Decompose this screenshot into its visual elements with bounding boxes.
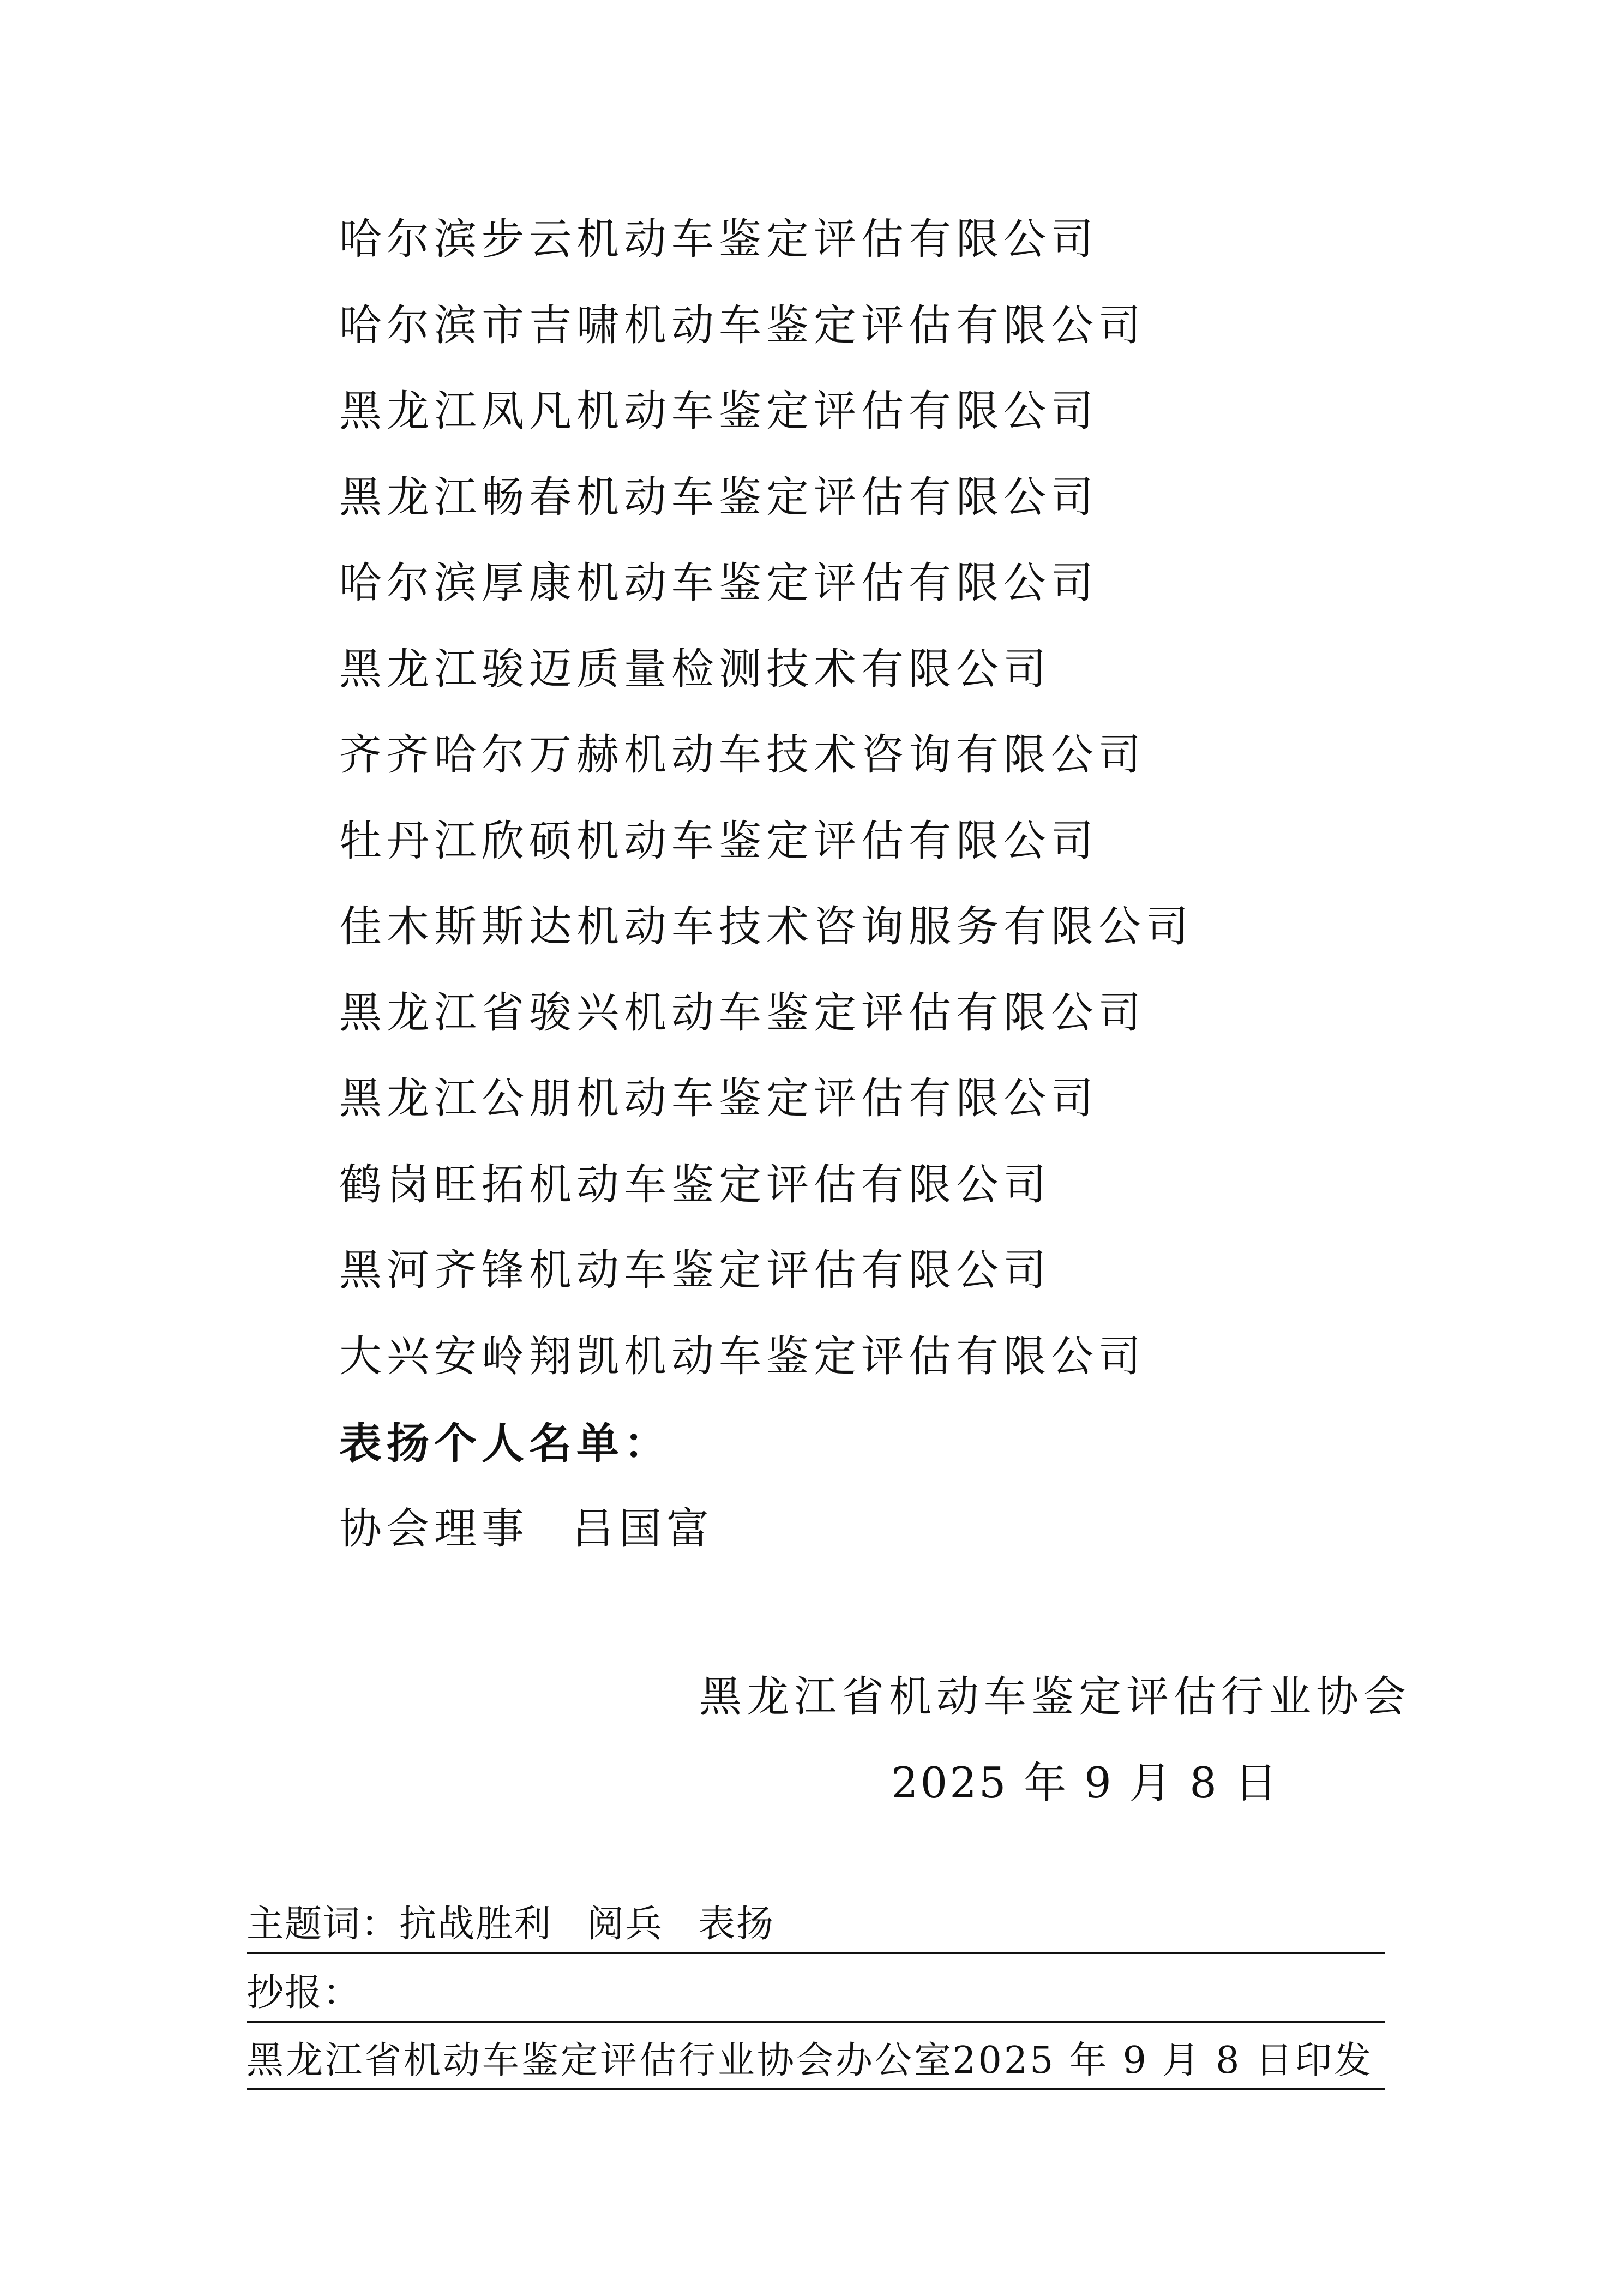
keyword: 抗战胜利 bbox=[399, 1903, 552, 1946]
signing-organization: 黑龙江省机动车鉴定评估行业协会 bbox=[699, 1672, 1411, 1722]
keyword: 阅兵 bbox=[587, 1903, 664, 1946]
cc-label: 抄报： bbox=[247, 1971, 362, 2015]
signing-date: 2025 年 9 月 8 日 bbox=[891, 1759, 1279, 1808]
company-item: 佳木斯斯达机动车技术咨询服务有限公司 bbox=[339, 902, 1194, 951]
company-item: 黑龙江公朋机动车鉴定评估有限公司 bbox=[339, 1074, 1099, 1123]
company-item: 黑龙江畅春机动车鉴定评估有限公司 bbox=[339, 472, 1099, 522]
company-item: 大兴安岭翔凯机动车鉴定评估有限公司 bbox=[339, 1332, 1146, 1381]
cc-row bbox=[247, 1966, 1385, 2023]
company-item: 哈尔滨步云机动车鉴定评估有限公司 bbox=[339, 215, 1099, 264]
issuer-row bbox=[247, 2034, 1385, 2090]
issue-date: 2025 年 9 月 8 日印发 bbox=[952, 2039, 1373, 2082]
commended-person bbox=[339, 1497, 714, 1561]
company-item: 黑龙江骏迈质量检测技术有限公司 bbox=[339, 644, 1051, 694]
person-name: 吕国富 bbox=[572, 1504, 714, 1554]
company-item: 鹤岗旺拓机动车鉴定评估有限公司 bbox=[339, 1160, 1051, 1209]
company-item: 黑龙江凤凡机动车鉴定评估有限公司 bbox=[339, 387, 1099, 436]
company-item: 牡丹江欣硕机动车鉴定评估有限公司 bbox=[339, 816, 1099, 866]
issuing-office: 黑龙江省机动车鉴定评估行业协会办公室 bbox=[247, 2039, 954, 2082]
company-item: 黑龙江省骏兴机动车鉴定评估有限公司 bbox=[339, 988, 1146, 1038]
company-item: 哈尔滨厚康机动车鉴定评估有限公司 bbox=[339, 559, 1099, 608]
keywords-row bbox=[247, 1897, 1385, 1954]
company-item: 齐齐哈尔万赫机动车技术咨询有限公司 bbox=[339, 730, 1146, 780]
commended-company-list bbox=[339, 207, 1193, 1410]
keyword: 表扬 bbox=[698, 1903, 775, 1946]
company-item: 哈尔滨市吉啸机动车鉴定评估有限公司 bbox=[339, 301, 1146, 350]
keywords-label: 主题词： bbox=[247, 1903, 400, 1946]
individual-list-heading: 表扬个人名单： bbox=[339, 1419, 672, 1468]
company-item: 黑河齐锋机动车鉴定评估有限公司 bbox=[339, 1246, 1051, 1295]
person-role: 协会理事 bbox=[339, 1504, 530, 1554]
